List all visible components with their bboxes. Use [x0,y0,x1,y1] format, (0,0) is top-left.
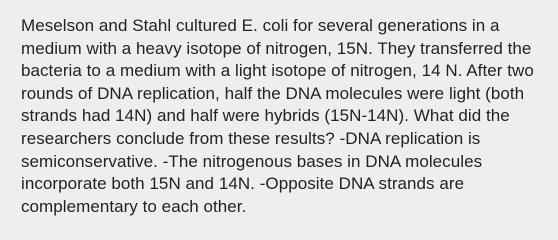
question-text: Meselson and Stahl cultured E. coli for several generations in a medium with a heavy isotope of nitrogen, 15N. They transferred the bacteria to a medium with a light isotope of nitrogen, 14 N. After two rounds of DNA replication, half the DNA molecules were light (both strands had 14N) and half were hybrids (15N-14N). What did the researchers conclude from these results? -DNA replication is semiconservative. -The nitrogenous bases in DNA molecules incorporate both 15N and 14N. -Opposite DNA strands are complementary to each other. [21,16,534,216]
